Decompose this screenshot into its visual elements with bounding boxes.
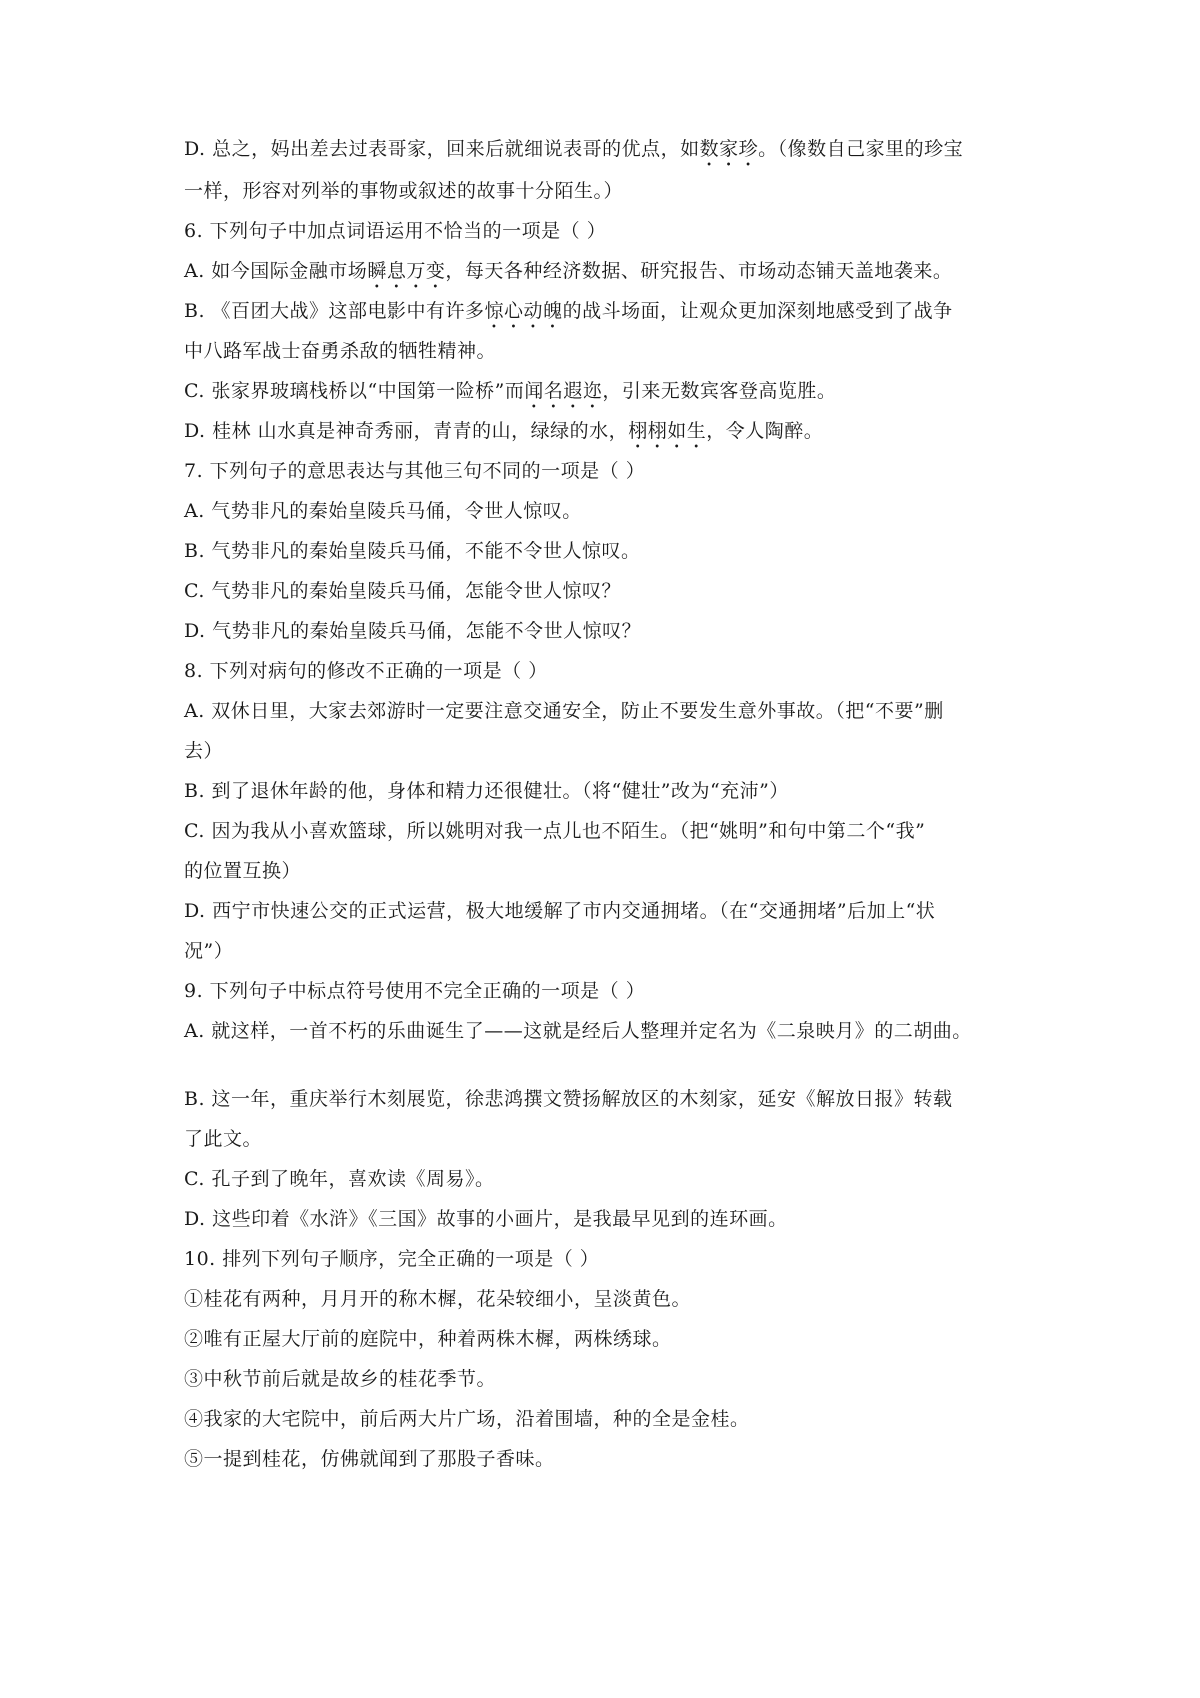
text-line: [184, 698, 944, 724]
text-segment: 。（像数自己家里的珍宝: [758, 138, 964, 160]
emphasized-word: 数家珍: [699, 138, 759, 160]
text-segment: 一样，形容对列举的事物或叙述的故事十分陌生。）: [184, 180, 624, 202]
text-segment: C. 气势非凡的秦始皇陵兵马俑，怎能令世人惊叹？: [184, 580, 621, 602]
text-segment: 了此文。: [184, 1128, 263, 1150]
text-segment: B. 《百团大战》这部电影中有许多: [184, 300, 485, 322]
text-segment: B. 到了退休年龄的他，身体和精力还很健壮。（将“健壮”改为“充沛”）: [184, 780, 789, 802]
text-line: [184, 136, 963, 171]
text-segment: 的位置互换）: [184, 860, 302, 882]
text-line: [184, 1286, 691, 1312]
text-segment: 6. 下列句子中加点词语运用不恰当的一项是（ ）: [184, 220, 607, 242]
text-segment: 中八路军战士奋勇杀敌的牺牲精神。: [184, 340, 497, 362]
text-segment: 的战斗场面，让观众更加深刻地感受到了战争: [562, 300, 953, 322]
text-segment: A. 就这样，一首不朽的乐曲诞生了——这就是经后人整理并定名为《二泉映月》的二胡曲。: [184, 1020, 972, 1042]
text-segment: D. 总之，妈出差去过表哥家，回来后就细说表哥的优点，如: [184, 138, 700, 160]
text-segment: D. 桂林 山水真是神奇秀丽，青青的山，绿绿的水，: [184, 420, 629, 442]
text-line: [184, 1018, 972, 1044]
text-segment: 10. 排列下列句子顺序，完全正确的一项是（ ）: [184, 1248, 600, 1270]
text-line: [184, 1086, 953, 1112]
text-line: [184, 658, 548, 684]
text-line: [184, 418, 823, 453]
text-segment: D. 西宁市快速公交的正式运营，极大地缓解了市内交通拥堵。（在“交通拥堵”后加上“状: [184, 900, 936, 922]
text-segment: ①桂花有两种，月月开的称木樨，花朵较细小，呈淡黄色。: [184, 1288, 692, 1310]
text-line: [184, 258, 952, 293]
text-segment: 况”）: [184, 940, 234, 962]
text-line: [184, 178, 623, 204]
text-line: [184, 1366, 496, 1392]
text-segment: 8. 下列对病句的修改不正确的一项是（ ）: [184, 660, 548, 682]
text-segment: D. 气势非凡的秦始皇陵兵马俑，怎能不令世人惊叹？: [184, 620, 642, 642]
emphasized-word: 惊心动魄: [484, 300, 563, 322]
text-line: [184, 818, 925, 844]
text-line: [184, 858, 301, 884]
text-line: [184, 218, 606, 244]
text-line: [184, 378, 836, 413]
text-line: [184, 978, 645, 1004]
text-segment: A. 气势非凡的秦始皇陵兵马俑，令世人惊叹。: [184, 500, 582, 522]
text-segment: B. 这一年，重庆举行木刻展览，徐悲鸿撰文赞扬解放区的木刻家，延安《解放日报》转载: [184, 1088, 953, 1110]
text-line: [184, 1326, 672, 1352]
text-segment: A. 双休日里，大家去郊游时一定要注意交通安全，防止不要发生意外事故。（把“不要”删: [184, 700, 944, 722]
text-line: [184, 1206, 788, 1232]
text-segment: 7. 下列句子的意思表达与其他三句不同的一项是（ ）: [184, 460, 646, 482]
text-line: [184, 498, 582, 524]
text-line: [184, 578, 621, 604]
text-segment: ，每天各种经济数据、研究报告、市场动态铺天盖地袭来。: [445, 260, 953, 282]
text-segment: ②唯有正屋大厅前的庭院中，种着两株木樨，两株绣球。: [184, 1328, 672, 1350]
text-line: [184, 778, 789, 804]
text-line: [184, 1406, 750, 1432]
text-segment: C. 张家界玻璃栈桥以“中国第一险桥”而: [184, 380, 525, 402]
text-line: [184, 458, 645, 484]
text-segment: ⑤一提到桂花，仿佛就闻到了那股子香味。: [184, 1448, 555, 1470]
text-line: [184, 738, 223, 764]
emphasized-word: 栩栩如生: [628, 420, 707, 442]
text-segment: ④我家的大宅院中，前后两大片广场，沿着围墙，种的全是金桂。: [184, 1408, 750, 1430]
emphasized-word: 瞬息万变: [367, 260, 446, 282]
text-segment: B. 气势非凡的秦始皇陵兵马俑，不能不令世人惊叹。: [184, 540, 641, 562]
text-line: [184, 338, 496, 364]
text-segment: 9. 下列句子中标点符号使用不完全正确的一项是（ ）: [184, 980, 646, 1002]
text-line: [184, 1166, 494, 1192]
text-segment: C. 孔子到了晚年，喜欢读《周易》。: [184, 1168, 495, 1190]
text-line: [184, 1446, 555, 1472]
text-line: [184, 898, 935, 924]
emphasized-word: 闻名遐迩: [524, 380, 603, 402]
text-segment: ，引来无数宾客登高览胜。: [602, 380, 837, 402]
text-segment: ③中秋节前后就是故乡的桂花季节。: [184, 1368, 497, 1390]
text-line: [184, 618, 641, 644]
text-segment: A. 如今国际金融市场: [184, 260, 368, 282]
text-line: [184, 1126, 262, 1152]
text-segment: D. 这些印着《水浒》《三国》故事的小画片，是我最早见到的连环画。: [184, 1208, 788, 1230]
text-line: [184, 538, 641, 564]
text-segment: ，令人陶醉。: [706, 420, 824, 442]
text-line: [184, 938, 233, 964]
text-segment: 去）: [184, 740, 224, 762]
text-line: [184, 298, 953, 333]
text-segment: C. 因为我从小喜欢篮球，所以姚明对我一点儿也不陌生。（把“姚明”和句中第二个“我”: [184, 820, 926, 842]
text-line: [184, 1246, 599, 1272]
